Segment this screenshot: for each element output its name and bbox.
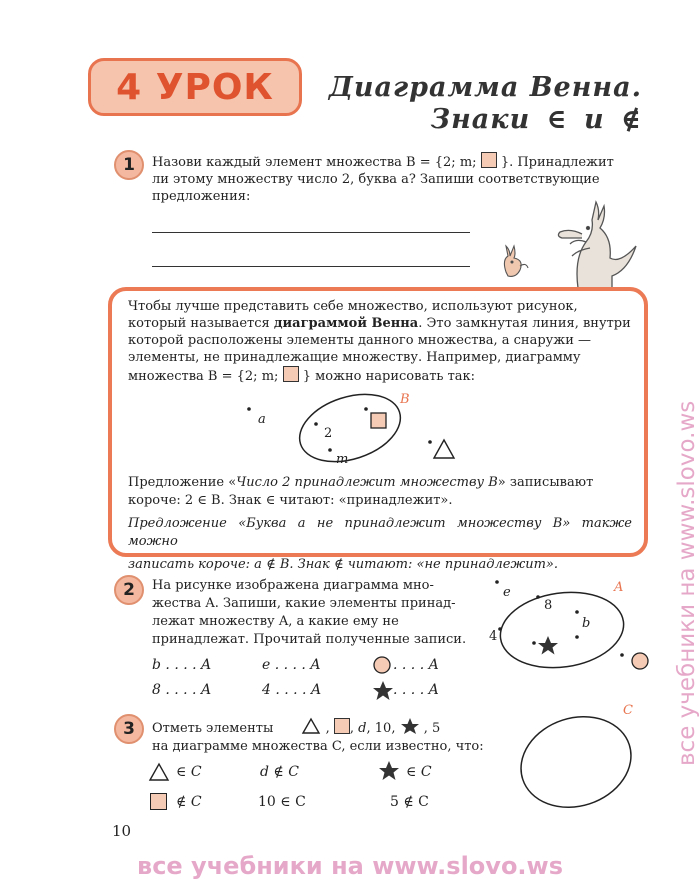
condition-1: ∈ C	[176, 764, 202, 780]
condition-3: ∈ C	[406, 764, 432, 780]
element-2-label: 2	[324, 426, 333, 441]
square-icon	[334, 718, 350, 734]
task2-line3: лежат множеству A, а какие ему не	[152, 614, 399, 629]
square-icon	[283, 366, 299, 382]
element-e-label: e	[503, 585, 511, 600]
theory-p1b: Число 2 принадлежит множеству B	[236, 475, 498, 490]
condition-6: 5 ∉ C	[390, 794, 429, 810]
page-number: 10	[112, 822, 132, 840]
circle-icon	[632, 653, 648, 669]
set-c-outline[interactable]	[509, 703, 643, 815]
task3-line1a: Отметь элементы	[152, 721, 274, 736]
point-inner	[575, 635, 579, 639]
theory-line5b: } можно нарисовать так:	[302, 369, 476, 384]
task-number-1: 1	[114, 150, 144, 180]
square-icon	[481, 152, 497, 168]
venn-diagram-b	[230, 390, 480, 475]
task1-line2: ли этому множеству число 2, буква a? Запиши соответствующие	[152, 172, 600, 187]
point-circle	[620, 653, 624, 657]
watermark-vertical	[670, 130, 700, 770]
theory-line2a: который называется	[128, 316, 274, 331]
condition-5: 10 ∈ C	[258, 794, 306, 810]
point-m	[328, 448, 332, 452]
theory-intro	[128, 298, 632, 385]
point-e	[495, 580, 499, 584]
fill-row-1-col2[interactable]: e . . . . A	[262, 657, 321, 673]
fill-row-1-col3[interactable]: . . . . A	[393, 657, 439, 673]
watermark-vertical-text: все учебники на www.slovo.ws	[674, 400, 700, 766]
lesson-badge	[88, 58, 302, 116]
theory-line2c: . Это замкнутая линия, внутри	[418, 316, 631, 331]
square-icon	[150, 793, 167, 810]
fill-row-2-col3[interactable]: . . . . A	[393, 682, 439, 698]
venn-term: диаграммой Венна	[273, 316, 419, 331]
star-icon	[538, 636, 558, 655]
point-4	[498, 627, 502, 631]
star-icon	[372, 680, 394, 702]
task3-element-5: 5	[432, 721, 441, 736]
page-title-line2: Знаки ∈ и ∉	[430, 104, 642, 135]
theory-line1: Чтобы лучше представить себе множество, используют рисунок,	[128, 299, 578, 314]
task3-element-d: d	[358, 721, 367, 736]
set-b-label: B	[400, 392, 410, 407]
fill-row-2-col1[interactable]: 8 . . . . A	[152, 682, 212, 698]
task1-line1b: }. Принадлежит	[500, 155, 614, 170]
task2-line4: принадлежат. Прочитай полученные записи.	[152, 632, 467, 647]
watermark-bottom: все учебники на www.slovo.ws	[137, 852, 563, 880]
task3-text: Отметь элементы , , d, 10, , 5 на диаграмме множества C, если известно, что:	[152, 717, 492, 756]
task-number-3: 3	[114, 714, 144, 744]
theory-line5a: множества B = {2; m;	[128, 369, 279, 384]
set-a-outline	[495, 585, 628, 675]
theory-p1c: » записывают	[497, 475, 594, 490]
task1-line3: предложения:	[152, 189, 251, 204]
condition-4: ∉ C	[176, 794, 202, 810]
point-star	[532, 641, 536, 645]
venn-diagram-a	[480, 575, 660, 675]
element-4-label: 4	[489, 629, 498, 644]
answer-line-2[interactable]	[152, 266, 470, 267]
kangaroo-illustration	[490, 198, 640, 290]
theory-definitions	[128, 474, 632, 574]
point-square	[364, 407, 368, 411]
element-8-label: 8	[544, 598, 553, 613]
task3-line2: на диаграмме множества C, если известно, что:	[152, 739, 484, 754]
task3-element-10: 10	[374, 721, 392, 736]
point-8	[536, 595, 540, 599]
star-icon	[378, 760, 400, 782]
point-b	[575, 610, 579, 614]
theory-p2: короче: 2 ∈ B. Знак ∈ читают: «принадлежит».	[128, 493, 453, 508]
task-number-2: 2	[114, 575, 144, 605]
task1-line1a: Назови каждый элемент множества B = {2; m;	[152, 155, 477, 170]
square-icon	[371, 413, 386, 428]
theory-line4: элементы, не принадлежащие множеству. Например, диаграмму	[128, 350, 581, 365]
set-a-label: A	[614, 580, 624, 595]
task2-text	[152, 577, 470, 649]
set-b-outline	[291, 390, 409, 474]
element-a-label: a	[258, 412, 266, 427]
condition-2: d ∉ C	[260, 764, 299, 780]
element-m-label: m	[336, 452, 349, 467]
triangle-icon	[301, 717, 321, 735]
answer-line-1[interactable]	[152, 232, 470, 233]
theory-p1a: Предложение «	[128, 475, 237, 490]
circle-icon	[372, 655, 392, 675]
element-b-label: b	[582, 616, 591, 631]
theory-line3: которой расположены элементы данного множества, а снаружи —	[128, 333, 592, 348]
fill-row-1-col1[interactable]: b . . . . A	[152, 657, 212, 673]
page-title-line1: Диаграмма Венна.	[328, 72, 642, 103]
venn-diagram-c[interactable]	[508, 700, 658, 815]
set-c-label: C	[623, 703, 633, 718]
triangle-icon	[434, 440, 454, 458]
point-triangle	[428, 440, 432, 444]
task2-line1: На рисунке изображена диаграмма мно-	[152, 578, 434, 593]
point-2	[314, 422, 318, 426]
fill-row-2-col2[interactable]: 4 . . . . A	[262, 682, 322, 698]
triangle-icon	[148, 762, 170, 782]
point-a	[247, 407, 251, 411]
task2-line2: жества A. Запиши, какие элементы принад-	[152, 596, 456, 611]
theory-p3: Предложение «Буква a не принадлежит множеству B» также можно	[128, 516, 632, 549]
theory-p4: записать короче: a ∉ B. Знак ∉ читают: «не принадлежит».	[128, 557, 559, 572]
star-icon	[400, 717, 420, 735]
lesson-label: 4 УРОК	[116, 67, 274, 108]
